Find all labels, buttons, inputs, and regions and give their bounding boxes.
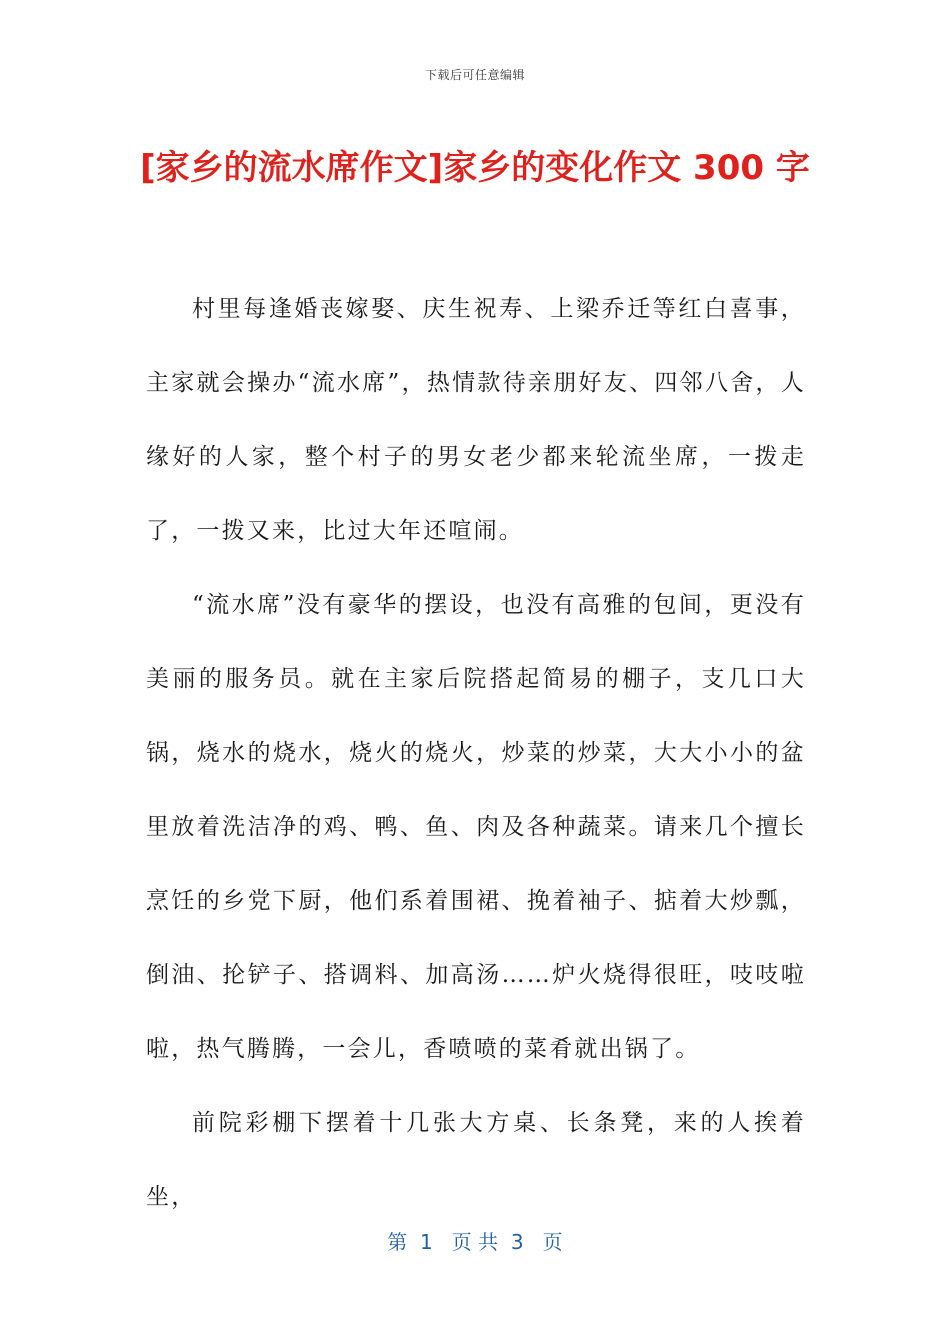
paragraph-1: 村里每逢婚丧嫁娶、庆生祝寿、上梁乔迁等红白喜事，主家就会操办“流水席”，热情款待亲朋好友、四邻八舍，人缘好的人家，整个村子的男女老少都来轮流坐席，一拨走了，一拨又来，比过大年还喧闹。	[146, 296, 806, 544]
header-note: 下载后可任意编辑	[424, 68, 525, 82]
paragraph-2: “流水席”没有豪华的摆设，也没有高雅的包间，更没有美丽的服务员。就在主家后院搭起简易的棚子，支几口大锅，烧水的烧水，烧火的烧火，炒菜的炒菜，大大小小的盆里放着洗洁净的鸡、鸭、鱼、肉及各种蔬菜。请来几个擅长烹饪的乡党下厨，他们系着围裙、挽着袖子、掂着大炒瓢，倒油、抡铲子、搭调料、加高汤……炉火烧得很旺，吱吱啦啦，热气腾腾，一会儿，香喷喷的菜肴就出锅了。	[146, 592, 806, 1062]
document-title: [家乡的流水席作文]家乡的变化作文 300 字	[140, 148, 810, 188]
page-number-footer: 第 1 页 共 3 页	[387, 1230, 563, 1254]
paragraph-3: 前院彩棚下摆着十几张大方桌、长条凳，来的人挨着坐，	[146, 1110, 806, 1210]
document-body	[146, 272, 806, 1234]
